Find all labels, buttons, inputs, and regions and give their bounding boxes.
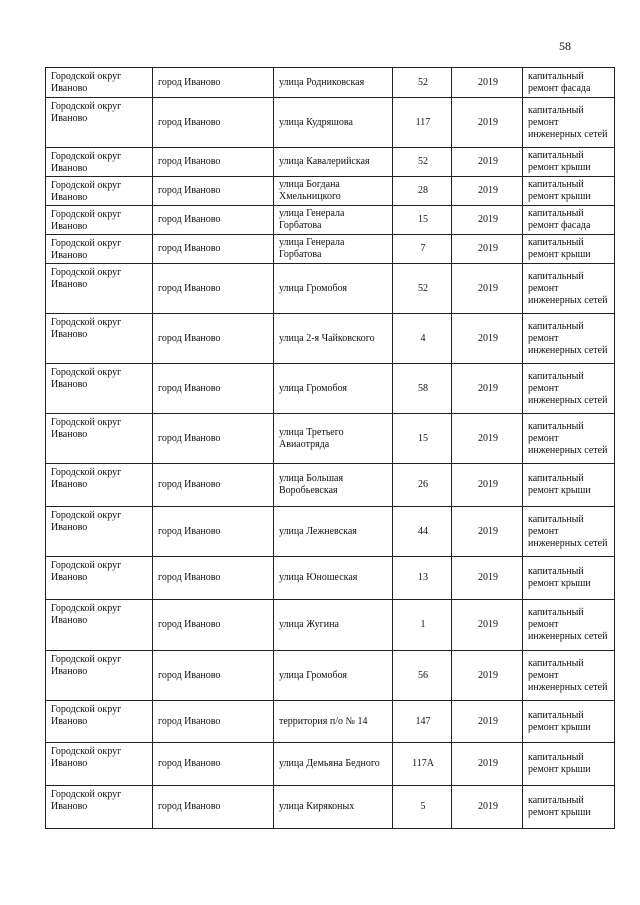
table-row — [46, 264, 615, 314]
cell-street: территория п/о № 14 — [274, 701, 393, 743]
cell-year: 2019 — [452, 68, 523, 98]
cell-okrug: Городской округ Иваново — [46, 314, 153, 364]
cell-okrug: Городской округ Иваново — [46, 148, 153, 177]
cell-work-type: капитальный ремонт крыши — [523, 786, 615, 829]
cell-okrug: Городской округ Иваново — [46, 464, 153, 507]
table-row — [46, 557, 615, 600]
cell-city: город Иваново — [153, 701, 274, 743]
cell-city: город Иваново — [153, 786, 274, 829]
cell-okrug: Городской округ Иваново — [46, 557, 153, 600]
table-row — [46, 177, 615, 206]
table-row — [46, 464, 615, 507]
cell-okrug: Городской округ Иваново — [46, 600, 153, 651]
cell-year: 2019 — [452, 264, 523, 314]
cell-city: город Иваново — [153, 743, 274, 786]
cell-year: 2019 — [452, 464, 523, 507]
cell-work-type: капитальный ремонт фасада — [523, 68, 615, 98]
table-row — [46, 786, 615, 829]
cell-year: 2019 — [452, 743, 523, 786]
cell-street: улица 2-я Чайковского — [274, 314, 393, 364]
cell-year: 2019 — [452, 786, 523, 829]
cell-house-number: 52 — [393, 264, 452, 314]
cell-work-type: капитальный ремонт инженерных сетей — [523, 507, 615, 557]
cell-okrug: Городской округ Иваново — [46, 177, 153, 206]
cell-city: город Иваново — [153, 464, 274, 507]
cell-work-type: капитальный ремонт инженерных сетей — [523, 364, 615, 414]
cell-year: 2019 — [452, 177, 523, 206]
cell-okrug: Городской округ Иваново — [46, 786, 153, 829]
cell-work-type: капитальный ремонт крыши — [523, 464, 615, 507]
cell-year: 2019 — [452, 507, 523, 557]
cell-street: улица Демьяна Бедного — [274, 743, 393, 786]
cell-street: улица Кавалерийская — [274, 148, 393, 177]
cell-city: город Иваново — [153, 414, 274, 464]
cell-street: улица Жугина — [274, 600, 393, 651]
cell-house-number: 4 — [393, 314, 452, 364]
cell-city: город Иваново — [153, 235, 274, 264]
table-row — [46, 206, 615, 235]
table-row — [46, 414, 615, 464]
cell-street: улица Третьего Авиаотряда — [274, 414, 393, 464]
cell-year: 2019 — [452, 557, 523, 600]
cell-work-type: капитальный ремонт инженерных сетей — [523, 314, 615, 364]
table-row — [46, 314, 615, 364]
cell-city: город Иваново — [153, 206, 274, 235]
cell-city: город Иваново — [153, 600, 274, 651]
cell-okrug: Городской округ Иваново — [46, 206, 153, 235]
cell-okrug: Городской округ Иваново — [46, 68, 153, 98]
cell-street: улица Громобоя — [274, 651, 393, 701]
page-number: 58 — [559, 39, 571, 53]
cell-house-number: 147 — [393, 701, 452, 743]
cell-year: 2019 — [452, 235, 523, 264]
table-row — [46, 651, 615, 701]
cell-year: 2019 — [452, 206, 523, 235]
cell-work-type: капитальный ремонт крыши — [523, 235, 615, 264]
cell-work-type: капитальный ремонт инженерных сетей — [523, 414, 615, 464]
cell-house-number: 15 — [393, 414, 452, 464]
cell-city: город Иваново — [153, 507, 274, 557]
cell-house-number: 52 — [393, 148, 452, 177]
cell-okrug: Городской округ Иваново — [46, 507, 153, 557]
cell-work-type: капитальный ремонт крыши — [523, 743, 615, 786]
cell-house-number: 117А — [393, 743, 452, 786]
cell-okrug: Городской округ Иваново — [46, 414, 153, 464]
cell-house-number: 44 — [393, 507, 452, 557]
cell-street: улица Юношеская — [274, 557, 393, 600]
cell-okrug: Городской округ Иваново — [46, 235, 153, 264]
cell-street: улица Кудряшова — [274, 98, 393, 148]
table-row — [46, 743, 615, 786]
cell-city: город Иваново — [153, 651, 274, 701]
cell-work-type: капитальный ремонт инженерных сетей — [523, 600, 615, 651]
cell-year: 2019 — [452, 98, 523, 148]
cell-house-number: 58 — [393, 364, 452, 414]
table-row — [46, 98, 615, 148]
cell-okrug: Городской округ Иваново — [46, 264, 153, 314]
cell-work-type: капитальный ремонт инженерных сетей — [523, 264, 615, 314]
cell-year: 2019 — [452, 701, 523, 743]
cell-city: город Иваново — [153, 98, 274, 148]
cell-house-number: 52 — [393, 68, 452, 98]
cell-work-type: капитальный ремонт крыши — [523, 701, 615, 743]
table-row — [46, 600, 615, 651]
cell-house-number: 5 — [393, 786, 452, 829]
cell-year: 2019 — [452, 364, 523, 414]
cell-work-type: капитальный ремонт крыши — [523, 148, 615, 177]
cell-street: улица Родниковская — [274, 68, 393, 98]
cell-house-number: 7 — [393, 235, 452, 264]
cell-house-number: 117 — [393, 98, 452, 148]
cell-work-type: капитальный ремонт инженерных сетей — [523, 651, 615, 701]
cell-city: город Иваново — [153, 264, 274, 314]
cell-street: улица Киряконых — [274, 786, 393, 829]
table-row — [46, 235, 615, 264]
cell-city: город Иваново — [153, 148, 274, 177]
cell-city: город Иваново — [153, 68, 274, 98]
cell-house-number: 56 — [393, 651, 452, 701]
cell-work-type: капитальный ремонт крыши — [523, 557, 615, 600]
cell-street: улица Лежневская — [274, 507, 393, 557]
cell-city: город Иваново — [153, 177, 274, 206]
cell-street: улица Генерала Горбатова — [274, 206, 393, 235]
table-row — [46, 701, 615, 743]
cell-street: улица Генерала Горбатова — [274, 235, 393, 264]
cell-year: 2019 — [452, 414, 523, 464]
cell-house-number: 15 — [393, 206, 452, 235]
cell-city: город Иваново — [153, 364, 274, 414]
table-row — [46, 148, 615, 177]
cell-house-number: 28 — [393, 177, 452, 206]
cell-work-type: капитальный ремонт фасада — [523, 206, 615, 235]
cell-okrug: Городской округ Иваново — [46, 743, 153, 786]
cell-house-number: 26 — [393, 464, 452, 507]
cell-street: улица Громобоя — [274, 364, 393, 414]
table-row — [46, 507, 615, 557]
cell-year: 2019 — [452, 600, 523, 651]
cell-year: 2019 — [452, 314, 523, 364]
cell-street: улица Богдана Хмельницкого — [274, 177, 393, 206]
table-row — [46, 364, 615, 414]
cell-okrug: Городской округ Иваново — [46, 701, 153, 743]
cell-work-type: капитальный ремонт крыши — [523, 177, 615, 206]
cell-city: город Иваново — [153, 314, 274, 364]
repair-schedule-table — [45, 67, 615, 829]
cell-okrug: Городской округ Иваново — [46, 364, 153, 414]
cell-house-number: 1 — [393, 600, 452, 651]
cell-okrug: Городской округ Иваново — [46, 651, 153, 701]
cell-house-number: 13 — [393, 557, 452, 600]
table-row — [46, 68, 615, 98]
cell-street: улица Громобоя — [274, 264, 393, 314]
cell-year: 2019 — [452, 148, 523, 177]
cell-okrug: Городской округ Иваново — [46, 98, 153, 148]
cell-city: город Иваново — [153, 557, 274, 600]
cell-street: улица Большая Воробьевская — [274, 464, 393, 507]
cell-year: 2019 — [452, 651, 523, 701]
cell-work-type: капитальный ремонт инженерных сетей — [523, 98, 615, 148]
